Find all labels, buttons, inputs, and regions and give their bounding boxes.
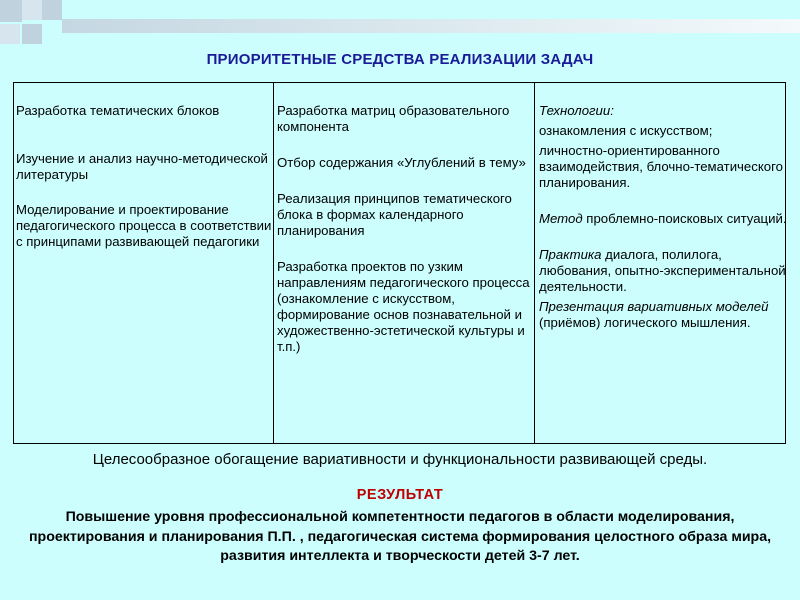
presentation-label: Презентация вариативных моделей (539, 299, 769, 314)
decor-square (0, 24, 20, 44)
summary-line: Целесообразное обогащение вариативности и функциональности развивающей среды. (92, 451, 708, 468)
decor-square (22, 24, 42, 44)
practice-label: Практика (539, 247, 602, 262)
list-item (539, 247, 787, 295)
list-item: ознакомления с искусством; (539, 123, 713, 138)
page-title: ПРИОРИТЕТНЫЕ СРЕДСТВА РЕАЛИЗАЦИИ ЗАДАЧ (206, 51, 594, 68)
table-column-1 (14, 83, 273, 443)
list-item: Разработка матриц образовательного компонента (277, 103, 510, 134)
table-column-2 (273, 83, 534, 443)
list-item: Разработка проектов по узким направлениям педагогического процесса (ознакомление с искусством, формирование основ познавательной и художественно-эстетической культуры и т.п.) (277, 259, 530, 354)
list-item: Моделирование и проектирование педагогического процесса в соответствии с принципами развивающей педагогики (16, 202, 272, 249)
decor-square (42, 0, 62, 20)
list-item (539, 211, 787, 227)
method-label: Метод (539, 211, 583, 226)
practice-text: диалога, полилога, любования, опытно-экспериментальной деятельности. (539, 247, 786, 294)
list-item: Реализация принципов тематического блока в формах календарного планирования (277, 191, 512, 238)
list-item: личностно-ориентированного взаимодействия, блочно-тематического планирования. (539, 143, 783, 190)
decor-square (0, 0, 22, 22)
priority-table (13, 82, 786, 444)
result-text: Повышение уровня профессиональной компетентности педагогов в области моделирования, проектирования и планирования П.П. , педагогическая система формирования целостного образа мира, развития интеллекта и творческости детей 3-7 лет. (28, 509, 772, 564)
presentation-text: (приёмов) логического мышления. (539, 315, 751, 330)
result-heading: РЕЗУЛЬТАТ (356, 487, 444, 503)
table-column-3 (534, 83, 787, 443)
list-item: Изучение и анализ научно-методической литературы (16, 151, 268, 182)
list-item: Разработка тематических блоков (16, 103, 220, 118)
decor-square (22, 0, 42, 20)
list-item (539, 299, 787, 331)
method-text: проблемно-поисковых ситуаций. (582, 211, 787, 226)
technologies-label: Технологии: (539, 103, 614, 118)
list-item: Отбор содержания «Углублений в тему» (277, 155, 526, 170)
header-bar (62, 19, 800, 33)
